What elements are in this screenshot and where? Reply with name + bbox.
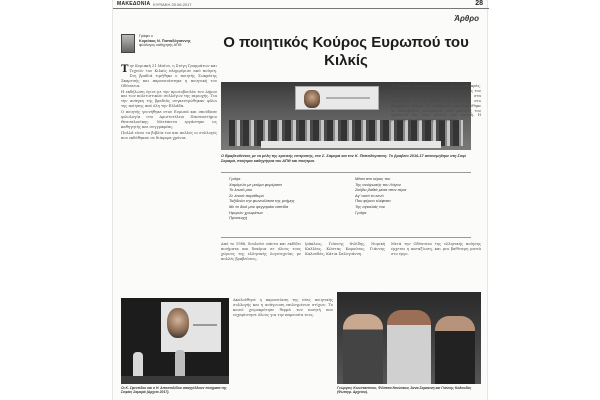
stage-photo-caption: Οι Κ. Σφεντίδου και ο Η. Αποστολίδου απαγγέλλουν ποιήματα της Σοφίας Σαμαρά (Αρχείο 2017). xyxy=(121,386,227,395)
drop-cap: Τ xyxy=(121,64,129,75)
body-column-3: Μετά την Οδύσσεια της ελληνικής ποίησης έρχεται η καταξίωση, και μια βαθύτερη ματιά στο έργο. xyxy=(391,242,481,256)
poem-line: Το λευκό μου xyxy=(229,187,253,193)
poem-line: Αγ' αυτό το κενό xyxy=(355,192,384,198)
poem-line: Γράψε xyxy=(355,209,367,215)
body-column-lower: Ακολούθησε η παρουσίαση της νέας ποιητικής συλλογής και η ανάγνωση επιλεγμένων στίχων. Το κοινό χειροκρότησε θερμά τον ποιητή που ευχαρίστησε όλους για την παρουσία τους. xyxy=(233,298,333,317)
poem-left xyxy=(229,176,347,221)
projection-screen xyxy=(295,86,379,110)
screen-text-line xyxy=(326,97,370,99)
author-intro: Γράφει ο xyxy=(139,34,153,38)
poem-line: Προσευχή xyxy=(229,215,248,221)
poem-line: Της ανύψωσής του Λόγου xyxy=(355,181,401,187)
poem-line: Σε λευκό παράθυρο xyxy=(229,192,264,198)
lead-column xyxy=(121,64,217,330)
lead-paragraph: Πολλά είναι τα βιβλία του και πολλές οι συλλογές που εκδόθηκαν σε διάφορα χρόνια. xyxy=(121,130,217,140)
poster-portrait xyxy=(167,308,189,338)
portrait-on-screen xyxy=(304,90,320,108)
body-column-1: Από το 1986, δουλεύει πάντα και εκδίδει ποιήματα και δοκίμια σε όλους τους χώρους της ελληνικής λογοτεχνίας με πολλές βραβεύσεις. xyxy=(221,242,301,261)
main-photo-caption: Ο Βραβευθέντας με τα μέλη της κριτικής επιτροπής, τον Σ. Σαμαρά και τον Κ. Παπαδόγιαννη. Το βραβείο 2016-17 απονεμήθηκε στη Σοφί Σαμαρά, ποιήτρια καθηγήτρια του ΑΠΘ και ποιήτρια. xyxy=(221,154,466,163)
poem-line: Που φέρνει κλέφτικο xyxy=(355,198,391,204)
issue-date: ΚΥΡΙΑΚΗ 25.06.2017 xyxy=(153,1,192,7)
stage-poster xyxy=(161,302,221,352)
stage-floor xyxy=(121,376,229,384)
person-figure xyxy=(435,316,475,384)
poem-line: Ημερών χρωμάτων xyxy=(229,209,263,215)
author-byline xyxy=(121,34,191,56)
author-role: φιλόλογος καθηγητής ΑΠΘ xyxy=(139,43,182,48)
author-photo xyxy=(121,34,135,53)
poem-line: Ταξιδεύει την φωνούλιτσα της μνήμης xyxy=(229,198,295,204)
poem-line: Με το δικό μου φεγγαράκι ασπίδα xyxy=(229,203,289,209)
publication-name: ΜΑΚΕΔΟΝΙΑ xyxy=(117,1,151,7)
group-photo-caption: Γεώργιος Κωνσταντίνου, Φιλίππα Ντούσκου, Άννα Σαρακινή και Γιάννης Καλουδάς (Φωτογρ. Αρχείου). xyxy=(337,386,472,395)
page-header-bar xyxy=(113,0,489,9)
poem-line: Μέσα στο κέρας του xyxy=(355,176,391,181)
lead-paragraph: Την Κυριακή 21 Μαΐου, η Στέγη Γραμμάτων και Τεχνών του Κιλκίς πλημμύρισε από ποίηση. Στη βραδιά τιμήθηκε ο ποιητής Σωκράτης Σκαρτσής και παρουσιάστηκε η ποιητική του Οδύσσεια. xyxy=(121,64,217,88)
page-number: 28 xyxy=(475,0,483,7)
poster-text-line xyxy=(193,324,217,326)
section-label: Άρθρο xyxy=(454,14,479,23)
performer-figure xyxy=(175,350,185,376)
newspaper-page xyxy=(112,0,488,400)
poem-line: Της αγκαλιάς του xyxy=(355,203,385,209)
right-column: Τη βραδιά παρουσίασε ο Γιώργος Σαμαράς. Μίλησαν οι ποιητές, φίλοι και συνεργάτες του τιμώμενου. Συζητήθηκε η συμβολή του στα γράμματα και ο ρόλος της ποίησης στο σύγχρονο κόσμο. Η εκδήλωση ολοκληρώθηκε με απαγγελίες ποιημάτων από μαθητές του σχολείου και τους φίλους του ποιητή. Η μουσική συνόδευσε τις απαγγελίες. xyxy=(391,84,481,123)
event-photo-group xyxy=(337,292,481,384)
author-name: Κυριάκος Ν. Παπαδόγιαννης xyxy=(139,38,191,43)
person-figure xyxy=(387,310,431,384)
performer-figure xyxy=(133,352,143,376)
poem-line: Γράψε xyxy=(229,176,241,181)
lead-paragraph: Η εκδήλωση έγινε με την πρωτοβουλία του Δήμου και των πολιτιστικών συλλόγων της περιοχής. Για την ανάγκη της βραδιάς συγκεντρώθηκαν φίλοι της ποίησης από όλη την Ελλάδα. xyxy=(121,89,217,109)
author-text xyxy=(139,34,197,48)
poem-line: Σκάβει βαθιά μέσα στον αέρα xyxy=(355,187,407,193)
poem-line: Χαμόγελο με μαύρα φορέματα xyxy=(229,181,282,187)
body-column-2: Ιράκλιος, Γιάννης Φιλίδης, Νομική Καλλίας, Κώστας Καρούσος, Γιάννης Καλουδάς, Κάτια Σαλογιάννη. xyxy=(305,242,385,256)
event-photo-stage xyxy=(121,298,229,384)
lead-paragraph: Ο ποιητής γεννήθηκε στον Ευρωπό και σπούδασε φιλολογία στο Αριστοτέλειο Πανεπιστήμιο Θεσσαλονίκης. Μετέπειτα εργάστηκε ως καθηγητής και συγγραφέας. xyxy=(121,110,217,129)
article-headline: Ο ποιητικός Κούρος Ευρωπού του Κιλκίς xyxy=(223,34,469,69)
person-figure xyxy=(343,314,383,384)
